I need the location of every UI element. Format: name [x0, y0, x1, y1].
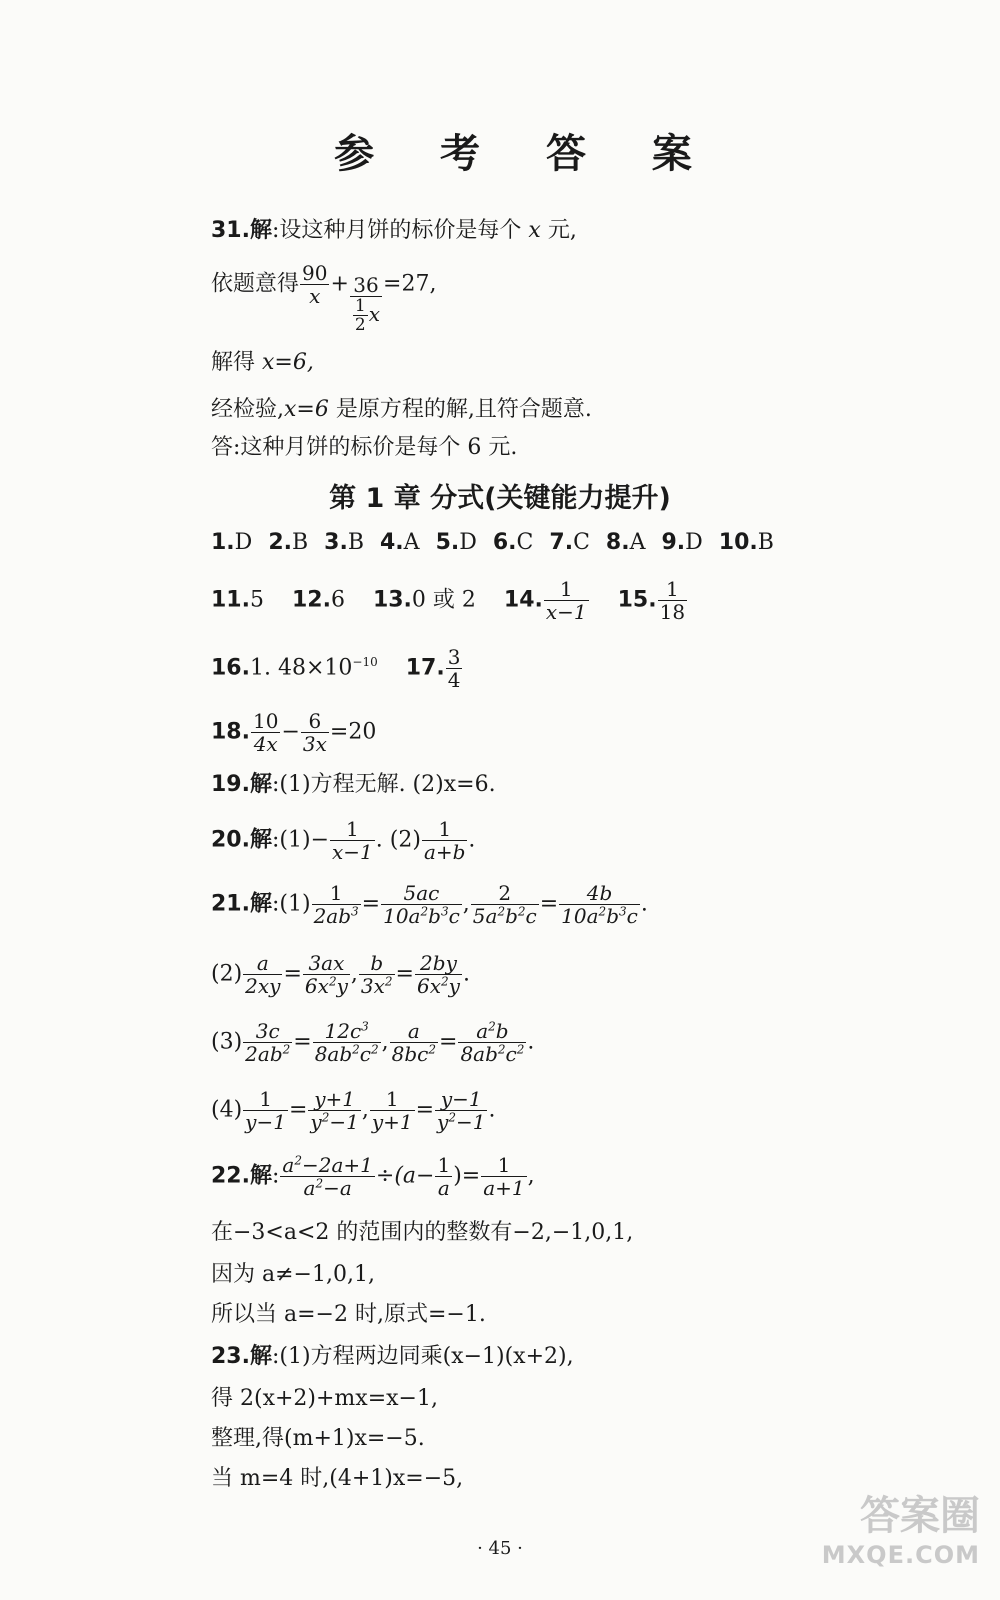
fraction: $\frac{1}{a+1}$ [483, 1153, 525, 1200]
q21-part2: (2) $\frac{a}{2xy}$ = $\frac{3ax}{6x^2y}$ , $\frac{b}{3x^2}$ = $\frac{2by}{6x^2y}$ . [211, 951, 470, 998]
q31-solve: 解得 x=6, [211, 350, 314, 375]
fraction: $\frac{10}{4x}$ [252, 709, 279, 756]
q19-answer: 19.解:(1)方程无解. (2)x=6. [211, 772, 496, 797]
mc-answer-item: 4.A [380, 530, 420, 555]
q21-part3: (3) $\frac{3c}{2ab^2}$ = $\frac{12c^3}{8ab^2c^2}$ , $\frac{a}{8bc^2}$ = $\frac{a^2b}{8ab^2c^2}$ . [211, 1019, 535, 1066]
watermark-logo: 答案圈 MXQE.COM [821, 1493, 980, 1569]
q31-answer: 答:这种月饼的标价是每个 6 元. [211, 435, 518, 460]
fraction: $\frac{1}{x-1}$ [332, 817, 373, 864]
q21-part4: (4) $\frac{1}{y-1}$ = $\frac{y+1}{y^2-1}$ , $\frac{1}{y+1}$ = $\frac{y-1}{y^2-1}$ . [211, 1087, 496, 1134]
q23-line4: 当 m=4 时,(4+1)x=−5, [211, 1466, 464, 1491]
fraction: $\frac{a^2-2a+1}{a^2-a}$ [282, 1153, 373, 1200]
mc-answer-item: 1.D [211, 530, 253, 555]
mc-answer-item: 10.B [718, 530, 774, 555]
mc-answer-item: 9.D [661, 530, 703, 555]
q23-line3: 整理,得(m+1)x=−5. [211, 1426, 425, 1451]
fraction: $\frac{a}{8bc^2}$ [391, 1019, 437, 1066]
mc-answer-item: 8.A [605, 530, 646, 555]
mc-answer-item: 2.B [268, 530, 309, 555]
fraction: $\frac{1}{18}$ [659, 577, 686, 624]
fraction: $\frac{3c}{2ab^2}$ [245, 1019, 291, 1066]
fraction: $\frac{90}{x}$ [302, 261, 328, 308]
fraction: $\frac{a}{2xy}$ [245, 951, 281, 998]
fraction: 36 $\frac{1}{2}$ x [350, 274, 382, 334]
fraction: $\frac{3}{4}$ [447, 645, 461, 692]
mc-answer-item: 6.C [492, 530, 534, 555]
fraction: $\frac{a^2b}{8ab^2c^2}$ [460, 1019, 525, 1066]
q18-answer: 18. $\frac{10}{4x}$ − $\frac{6}{3x}$ =20 [211, 709, 377, 756]
page-title: 参 考 答 案 [334, 131, 718, 177]
fraction: $\frac{3ax}{6x^2y}$ [304, 951, 348, 998]
fraction: $\frac{1}{a}$ [437, 1153, 451, 1200]
chapter-heading: 第 1 章 分式(关键能力提升) [329, 483, 671, 514]
q21-part1: 21.解:(1) $\frac{1}{2ab^3}$ = $\frac{5ac}{10a^2b^3c}$ , $\frac{2}{5a^2b^2c}$ = $\frac{4b}{10a^2b^3c}$ . [211, 881, 648, 928]
q22-line2: 在−3<a<2 的范围内的整数有−2,−1,0,1, [211, 1220, 634, 1245]
fraction: $\frac{4b}{10a^2b^3c}$ [561, 881, 638, 928]
q22-line4: 所以当 a=−2 时,原式=−1. [211, 1302, 486, 1327]
mc-answer-item: 7.C [549, 530, 590, 555]
fraction: $\frac{1}{y-1}$ [245, 1087, 286, 1134]
fraction: $\frac{12c^3}{8ab^2c^2}$ [314, 1019, 379, 1066]
fraction: $\frac{6}{3x}$ [302, 709, 327, 756]
q23-line1: 23.解:(1)方程两边同乘(x−1)(x+2), [211, 1344, 574, 1369]
mc-answer-item: 3.B [324, 530, 364, 555]
fraction: $\frac{1}{y+1}$ [371, 1087, 413, 1134]
fraction: $\frac{2}{5a^2b^2c}$ [472, 881, 537, 928]
q31-intro: 31.解:设这种月饼的标价是每个 x 元, [211, 218, 577, 243]
page-number: · 45 · [477, 1538, 523, 1559]
fraction: $\frac{1}{2ab^3}$ [313, 881, 359, 928]
q23-line2: 得 2(x+2)+mx=x−1, [211, 1386, 438, 1411]
fraction: $\frac{2by}{6x^2y}$ [416, 951, 460, 998]
q31-check: 经检验,x=6 是原方程的解,且符合题意. [211, 397, 592, 422]
fraction: $\frac{y+1}{y^2-1}$ [310, 1087, 359, 1134]
q22-expression: 22.解: $\frac{a^2-2a+1}{a^2-a}$ ÷(a− $\frac{1}{a}$ )= $\frac{1}{a+1}$ , [211, 1153, 535, 1200]
q31-equation: 依题意得 $\frac{90}{x}$ + 36 $\frac{1}{2}$ x =27, [211, 261, 437, 335]
fraction: $\frac{b}{3x^2}$ [360, 951, 393, 998]
fraction: $\frac{1}{a+b}$ [423, 817, 466, 864]
fraction: $\frac{5ac}{10a^2b^3c}$ [383, 881, 460, 928]
q22-line3: 因为 a≠−1,0,1, [211, 1262, 375, 1287]
q20-answer: 20.解:(1)− $\frac{1}{x-1}$ . (2) $\frac{1}{a+b}$ . [211, 817, 476, 864]
q11-15-answers: 11.5 12.6 13.0 或 2 14. $\frac{1}{x-1}$ 15. $\frac{1}{18}$ [211, 577, 686, 624]
mc-answers [211, 526, 790, 560]
q16-17-answers: 16.1. $48\times 10^{-10}$ 17. $\frac{3}{4}$ [211, 645, 461, 692]
fraction: $\frac{y-1}{y^2-1}$ [437, 1087, 486, 1134]
fraction: $\frac{1}{x-1}$ [545, 577, 587, 624]
mc-answer-item: 5.D [435, 530, 477, 555]
